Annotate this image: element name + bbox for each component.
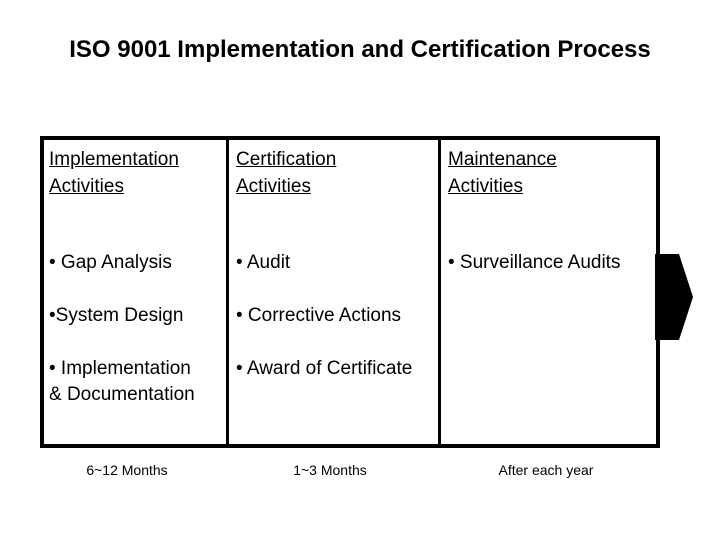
column-heading-line1: Implementation	[49, 149, 179, 170]
maintenance-column	[441, 140, 656, 444]
page-title: ISO 9001 Implementation and Certification Process	[69, 36, 651, 63]
column-heading	[236, 146, 336, 200]
implementation-column	[44, 140, 229, 444]
activity-award-of-certificate: • Award of Certificate	[236, 358, 413, 379]
chevron-right-arrow-icon	[655, 254, 695, 340]
activity-audit: • Audit	[236, 252, 291, 273]
activity-documentation: & Documentation	[49, 384, 195, 405]
activity-surveillance-audits: • Surveillance Audits	[448, 252, 621, 273]
activity-implementation: • Implementation	[49, 358, 191, 379]
process-table	[40, 136, 660, 448]
activity-system-design: •System Design	[49, 305, 184, 326]
certification-column	[229, 140, 441, 444]
column-heading	[49, 146, 179, 200]
duration-implementation: 6~12 Months	[86, 462, 168, 478]
column-heading-line2: Activities	[448, 176, 523, 197]
column-heading-line1: Maintenance	[448, 149, 557, 170]
column-heading	[448, 146, 557, 200]
column-heading-line1: Certification	[236, 149, 337, 170]
column-heading-line2: Activities	[236, 176, 311, 197]
activity-corrective-actions: • Corrective Actions	[236, 305, 402, 326]
activity-gap-analysis: • Gap Analysis	[49, 252, 172, 273]
duration-maintenance: After each year	[498, 462, 594, 478]
duration-certification: 1~3 Months	[293, 462, 367, 478]
column-heading-line2: Activities	[49, 176, 124, 197]
